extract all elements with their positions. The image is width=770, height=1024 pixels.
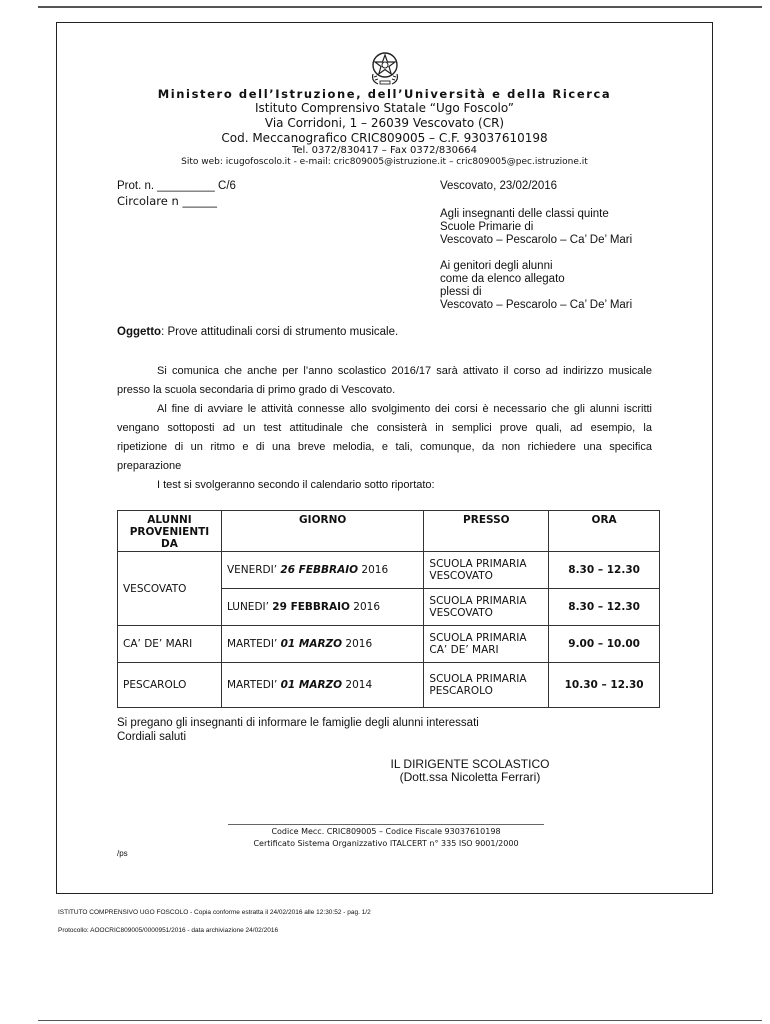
table-row	[118, 663, 660, 708]
recipients-teachers	[440, 208, 632, 247]
body-line: Si comunica che anche per l’anno scolastico 2016/17 sarà attivato il corso ad indirizzo musicale	[157, 365, 652, 377]
recipient-line: come da elenco allegato	[440, 273, 565, 285]
recipient-line: Agli insegnanti delle classi quinte	[440, 208, 609, 220]
cell-time: 8.30 – 12.30	[549, 589, 660, 626]
signer-title: IL DIRIGENTE SCOLASTICO	[390, 757, 550, 771]
republic-emblem-icon	[368, 48, 402, 86]
top-rule	[38, 6, 762, 8]
closing-greeting: Cordiali saluti	[117, 731, 187, 743]
body-line: I test si svolgeranno secondo il calendario sotto riportato:	[157, 479, 435, 491]
cell-time: 9.00 – 10.00	[549, 626, 660, 663]
closing-request: Si pregano gli insegnanti di informare le famiglie degli alunni interessati	[117, 717, 479, 729]
recipient-line: Scuole Primarie di	[440, 221, 534, 233]
footer-codes: Codice Mecc. CRIC809005 – Codice Fiscale 93037610198	[271, 827, 501, 836]
recipient-line: Ai genitori degli alunni	[440, 260, 553, 272]
institute-address: Via Corridoni, 1 – 26039 Vescovato (CR)	[264, 116, 505, 130]
recipient-line: plessi di	[440, 286, 482, 298]
table-header-row	[118, 511, 660, 552]
protocol-stamp: Protocollo: AOOCRIC809005/0000951/2016 - data archiviazione 24/02/2016	[58, 927, 279, 934]
subject-line	[117, 326, 398, 338]
cell-from: PESCAROLO	[118, 663, 222, 708]
recipient-line: Vescovato – Pescarolo – Ca’ De’ Mari	[440, 234, 633, 246]
subject-text: : Prove attitudinali corsi di strumento musicale.	[161, 326, 399, 338]
body-line: ripetizione di un ritmo e di una breve melodia, e tali, comunque, da non richiedere una specifica	[117, 441, 652, 453]
ministry-title: Ministero dell’Istruzione, dell’Università e della Ricerca	[157, 87, 612, 101]
institute-phone: Tel. 0372/830417 – Fax 0372/830664	[291, 145, 478, 156]
signer-name: (Dott.ssa Nicoletta Ferrari)	[399, 770, 541, 784]
table-row	[118, 552, 660, 589]
institute-codes: Cod. Meccanografico CRIC809005 – C.F. 93037610198	[221, 131, 548, 145]
cell-day: LUNEDI’ 29 FEBBRAIO 2016	[221, 589, 423, 626]
cell-time: 10.30 – 12.30	[549, 663, 660, 708]
cell-day: VENERDI’ 26 FEBBRAIO 2016	[221, 552, 423, 589]
letter-body	[117, 362, 652, 495]
recipient-line: Vescovato – Pescarolo – Ca’ De’ Mari	[440, 299, 633, 311]
cell-from: CA’ DE’ MARI	[118, 626, 222, 663]
header-place: PRESSO	[424, 511, 549, 552]
footer-certification: Certificato Sistema Organizzativo ITALCERT n° 335 ISO 9001/2000	[253, 839, 519, 848]
table-row	[118, 626, 660, 663]
cell-day: MARTEDI’ 01 MARZO 2016	[221, 626, 423, 663]
header-time: ORA	[549, 511, 660, 552]
institute-web: Sito web: icugofoscolo.it - e-mail: cric809005@istruzione.it – cric809005@pec.istruzione.it	[181, 157, 588, 167]
circular-number: Circolare n ______	[117, 194, 217, 208]
body-line: presso la scuola secondaria di primo grado di Vescovato.	[117, 384, 396, 396]
body-line: vengano sottoposti ad un test attitudinale che consisterà in semplici prove quali, ad esempio, la	[117, 422, 652, 434]
header-day: GIORNO	[221, 511, 423, 552]
cell-place: SCUOLA PRIMARIA VESCOVATO	[424, 589, 549, 626]
protocol-number: Prot. n. _________ C/6	[117, 180, 236, 192]
recipients-parents	[440, 260, 632, 312]
cell-from: VESCOVATO	[118, 552, 222, 626]
institute-name: Istituto Comprensivo Statale “Ugo Foscolo”	[254, 101, 515, 115]
exam-calendar-table	[117, 510, 660, 708]
cell-place: SCUOLA PRIMARIA CA’ DE’ MARI	[424, 626, 549, 663]
cell-time: 8.30 – 12.30	[549, 552, 660, 589]
bottom-rule	[38, 1020, 762, 1021]
cell-place: SCUOLA PRIMARIA VESCOVATO	[424, 552, 549, 589]
body-line: Al fine di avviare le attività connesse allo svolgimento dei corsi è necessario che gli alunni iscritti	[157, 403, 652, 415]
place-date: Vescovato, 23/02/2016	[440, 180, 558, 192]
copy-stamp: ISTITUTO COMPRENSIVO UGO FOSCOLO - Copia conforme estratta il 24/02/2016 alle 12:30:52 - pag. 1/2	[58, 909, 371, 916]
cell-day: MARTEDI’ 01 MARZO 2014	[221, 663, 423, 708]
subject-label: Oggetto	[117, 326, 162, 338]
header-from: ALUNNI PROVENIENTI DA	[118, 511, 222, 552]
body-line: preparazione	[117, 460, 182, 472]
cell-place: SCUOLA PRIMARIA PESCAROLO	[424, 663, 549, 708]
footer-divider	[228, 824, 544, 825]
author-initials: /ps	[117, 849, 128, 858]
